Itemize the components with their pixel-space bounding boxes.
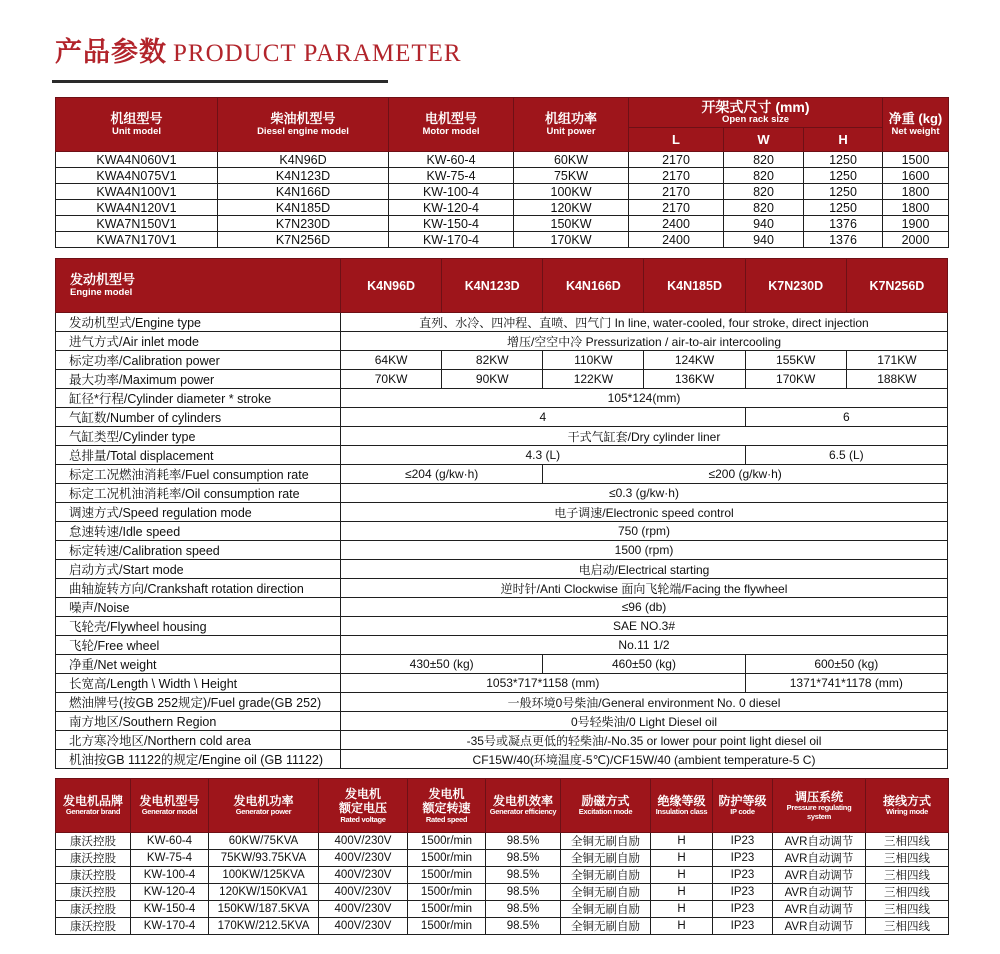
unit-table-cell: KW-120-4: [389, 200, 514, 216]
engine-row-value: ≤200 (g/kw·h): [543, 465, 948, 484]
engine-row-value: 124KW: [644, 351, 745, 370]
generator-table-cell: KW-75-4: [131, 850, 209, 867]
generator-table-cell: 康沃控股: [56, 901, 131, 918]
generator-table-cell: 98.5%: [486, 901, 561, 918]
engine-row-value: SAE NO.3#: [341, 617, 948, 636]
generator-table-row: [56, 884, 949, 901]
generator-table-cell: 400V/230V: [319, 867, 408, 884]
unit-table-cell: K7N230D: [218, 216, 389, 232]
engine-row-value: 电子调速/Electronic speed control: [341, 503, 948, 522]
engine-row-value: No.11 1/2: [341, 636, 948, 655]
unit-table-cell: 1250: [804, 168, 883, 184]
generator-table-cell: H: [651, 833, 713, 850]
generator-table-cell: KW-150-4: [131, 901, 209, 918]
engine-row-value: 一般环境0号柴油/General environment No. 0 diesel: [341, 693, 948, 712]
col-header-excitation-mode: [561, 779, 651, 833]
generator-table-cell: 三相四线: [866, 833, 949, 850]
generator-table-cell: 400V/230V: [319, 833, 408, 850]
unit-table-cell: 1800: [883, 200, 949, 216]
generator-table-cell: 100KW/125KVA: [209, 867, 319, 884]
generator-table-cell: 400V/230V: [319, 918, 408, 935]
col-header-model-k7n256d: K7N256D: [846, 259, 947, 313]
col-header-height: H: [804, 128, 883, 152]
header-cn: 机组功率: [544, 111, 597, 127]
unit-table-cell: K4N96D: [218, 152, 389, 168]
engine-table-row: [56, 484, 948, 503]
generator-table-cell: 三相四线: [866, 850, 949, 867]
unit-table-cell: 1250: [804, 200, 883, 216]
engine-row-value: 171KW: [846, 351, 947, 370]
header-en: Net weight: [891, 125, 940, 137]
title-underline: [52, 80, 388, 83]
generator-table-cell: AVR自动调节: [773, 884, 866, 901]
generator-table-cell: 三相四线: [866, 867, 949, 884]
unit-table-cell: KW-75-4: [389, 168, 514, 184]
generator-table-cell: 98.5%: [486, 884, 561, 901]
col-header-wiring-mode: [866, 779, 949, 833]
engine-table-row: [56, 370, 948, 389]
generator-table-cell: 60KW/75KVA: [209, 833, 319, 850]
generator-table-row: [56, 833, 949, 850]
header-cn: 机组型号: [110, 111, 163, 127]
generator-table-cell: 98.5%: [486, 850, 561, 867]
engine-row-value: ≤204 (g/kw·h): [341, 465, 543, 484]
engine-row-value: 82KW: [442, 351, 543, 370]
unit-table-cell: 1250: [804, 152, 883, 168]
engine-row-value: 170KW: [745, 370, 846, 389]
generator-table-cell: 98.5%: [486, 918, 561, 935]
engine-row-label: 气缸数/Number of cylinders: [56, 408, 341, 427]
generator-table-cell: 康沃控股: [56, 918, 131, 935]
header-en: Rated speed: [425, 814, 468, 824]
col-header-width: W: [724, 128, 804, 152]
engine-table-row: [56, 332, 948, 351]
engine-row-value: 188KW: [846, 370, 947, 389]
unit-table-cell: 2170: [629, 200, 724, 216]
engine-row-value: 136KW: [644, 370, 745, 389]
engine-row-value: 460±50 (kg): [543, 655, 745, 674]
generator-table-cell: 150KW/187.5KVA: [209, 901, 319, 918]
header-cn: 电机型号: [424, 111, 477, 127]
col-header-motor-model: [389, 98, 514, 152]
unit-table-cell: KWA7N150V1: [56, 216, 218, 232]
engine-row-value: 增压/空空中冷 Pressurization / air-to-air intercooling: [341, 332, 948, 351]
generator-table-cell: 全铜无刷自励: [561, 833, 651, 850]
page-title-cn: 产品参数: [55, 37, 167, 67]
engine-row-label: 长宽高/Length \ Width \ Height: [56, 674, 341, 693]
generator-table-cell: 全铜无刷自励: [561, 901, 651, 918]
unit-table-cell: 2170: [629, 184, 724, 200]
generator-table-cell: AVR自动调节: [773, 918, 866, 935]
header-cn: 发动机型号: [70, 272, 136, 288]
unit-table-cell: 820: [724, 152, 804, 168]
unit-table-cell: KWA4N120V1: [56, 200, 218, 216]
engine-row-value: 1053*717*1158 (mm): [341, 674, 746, 693]
unit-table-cell: 2170: [629, 168, 724, 184]
generator-table-cell: IP23: [713, 884, 773, 901]
engine-row-label: 标定工况机油消耗率/Oil consumption rate: [56, 484, 341, 503]
header-cn: 发电机型号: [139, 793, 200, 808]
col-header-generator-model: [131, 779, 209, 833]
engine-spec-table: [55, 258, 948, 769]
unit-table-cell: 2170: [629, 152, 724, 168]
engine-table-row: [56, 351, 948, 370]
unit-table-cell: KWA4N075V1: [56, 168, 218, 184]
engine-table-row: [56, 541, 948, 560]
header-en: Generator efficiency: [489, 807, 557, 817]
generator-table-cell: KW-60-4: [131, 833, 209, 850]
header-en: Diesel engine model: [257, 125, 349, 137]
generator-table-cell: 400V/230V: [319, 850, 408, 867]
engine-table-row: [56, 598, 948, 617]
col-header-rated-speed: [408, 779, 486, 833]
engine-table-row: [56, 655, 948, 674]
header-cn: 发电机功率: [233, 793, 294, 808]
generator-table-cell: 75KW/93.75KVA: [209, 850, 319, 867]
generator-table-cell: H: [651, 867, 713, 884]
unit-table-cell: 1600: [883, 168, 949, 184]
unit-table-row: [56, 168, 949, 184]
header-en: Unit power: [546, 125, 596, 137]
engine-row-label: 飞轮壳/Flywheel housing: [56, 617, 341, 636]
header-cn: 发电机品牌: [62, 793, 123, 808]
header-cn: 额定电压: [338, 801, 387, 816]
header-en: Generator power: [235, 807, 292, 817]
unit-table-cell: K4N166D: [218, 184, 389, 200]
engine-table-row: [56, 427, 948, 446]
engine-row-value: -35号或凝点更低的轻柴油/-No.35 or lower pour point light diesel oil: [341, 731, 948, 750]
generator-table-cell: 康沃控股: [56, 884, 131, 901]
generator-table-cell: H: [651, 918, 713, 935]
engine-row-value: 155KW: [745, 351, 846, 370]
unit-table-row: [56, 216, 949, 232]
unit-table-cell: K7N256D: [218, 232, 389, 248]
col-header-insulation-class: [651, 779, 713, 833]
page-title-en: PRODUCT PARAMETER: [173, 40, 462, 67]
unit-table-cell: KWA7N170V1: [56, 232, 218, 248]
generator-table-cell: 1500r/min: [408, 918, 486, 935]
engine-row-value: 6: [745, 408, 947, 427]
generator-table-row: [56, 901, 949, 918]
generator-table-cell: H: [651, 850, 713, 867]
generator-table-cell: 98.5%: [486, 833, 561, 850]
header-en: Generator model: [141, 807, 198, 817]
unit-table-cell: 820: [724, 168, 804, 184]
col-header-generator-efficiency: [486, 779, 561, 833]
engine-table-row: [56, 617, 948, 636]
engine-table-row: [56, 693, 948, 712]
engine-row-label: 燃油牌号(按GB 252规定)/Fuel grade(GB 252): [56, 693, 341, 712]
col-header-model-k4n123d: K4N123D: [442, 259, 543, 313]
col-header-pressure-regulating-system: [773, 779, 866, 833]
header-cn: 额定转速: [422, 801, 471, 816]
generator-table-cell: 全铜无刷自励: [561, 850, 651, 867]
header-cn: 柴油机型号: [270, 111, 336, 127]
engine-row-value: ≤0.3 (g/kw·h): [341, 484, 948, 503]
generator-table-cell: 400V/230V: [319, 901, 408, 918]
engine-row-label: 噪声/Noise: [56, 598, 341, 617]
col-header-rated-voltage: [319, 779, 408, 833]
generator-table-cell: 1500r/min: [408, 867, 486, 884]
engine-row-value: 6.5 (L): [745, 446, 947, 465]
generator-table-cell: AVR自动调节: [773, 901, 866, 918]
unit-table-cell: KWA4N100V1: [56, 184, 218, 200]
generator-table-cell: 1500r/min: [408, 833, 486, 850]
generator-table-cell: 1500r/min: [408, 901, 486, 918]
engine-row-value: 1371*741*1178 (mm): [745, 674, 947, 693]
col-header-length: L: [629, 128, 724, 152]
engine-row-value: 干式气缸套/Dry cylinder liner: [341, 427, 948, 446]
col-header-unit-power: [514, 98, 629, 152]
engine-row-label: 标定功率/Calibration power: [56, 351, 341, 370]
header-cn: 发电机: [428, 786, 465, 801]
generator-table-cell: 三相四线: [866, 918, 949, 935]
unit-table-cell: 2000: [883, 232, 949, 248]
generator-table-cell: KW-100-4: [131, 867, 209, 884]
col-header-unit-model: [56, 98, 218, 152]
engine-table-row: [56, 674, 948, 693]
engine-row-value: 750 (rpm): [341, 522, 948, 541]
engine-table-row: [56, 712, 948, 731]
col-header-generator-brand: [56, 779, 131, 833]
generator-table-cell: 400V/230V: [319, 884, 408, 901]
engine-table-row: [56, 408, 948, 427]
generator-table-cell: AVR自动调节: [773, 833, 866, 850]
engine-row-label: 气缸类型/Cylinder type: [56, 427, 341, 446]
unit-table-cell: 1800: [883, 184, 949, 200]
generator-table-cell: 康沃控股: [56, 833, 131, 850]
engine-table-row: [56, 750, 948, 769]
engine-row-value: 4: [341, 408, 746, 427]
engine-row-value: CF15W/40(环境温度-5℃)/CF15W/40 (ambient temperature-5 C): [341, 750, 948, 769]
unit-table-cell: 940: [724, 216, 804, 232]
generator-table-cell: 全铜无刷自励: [561, 884, 651, 901]
header-en: Generator brand: [65, 807, 121, 817]
unit-table-row: [56, 232, 949, 248]
generator-table-cell: 1500r/min: [408, 850, 486, 867]
header-en: IP code: [730, 807, 755, 817]
engine-row-value: 电启动/Electrical starting: [341, 560, 948, 579]
header-cn: 开架式尺寸 (mm): [701, 98, 810, 115]
header-cn: 发电机效率: [492, 793, 553, 808]
generator-table-cell: 三相四线: [866, 884, 949, 901]
engine-row-label: 标定转速/Calibration speed: [56, 541, 341, 560]
engine-row-label: 总排量/Total displacement: [56, 446, 341, 465]
unit-table-cell: 75KW: [514, 168, 629, 184]
generator-table-cell: IP23: [713, 901, 773, 918]
unit-table-cell: 1376: [804, 216, 883, 232]
generator-table-row: [56, 918, 949, 935]
unit-table-cell: 940: [724, 232, 804, 248]
header-en: Unit model: [111, 125, 162, 137]
generator-table-cell: IP23: [713, 833, 773, 850]
col-header-generator-power: [209, 779, 319, 833]
header-cn: 接线方式: [882, 793, 931, 808]
generator-table-cell: 120KW/150KVA1: [209, 884, 319, 901]
unit-table-cell: 2400: [629, 216, 724, 232]
page-title: [55, 30, 1000, 69]
unit-table-cell: 820: [724, 184, 804, 200]
unit-table-cell: 170KW: [514, 232, 629, 248]
unit-table-cell: KW-150-4: [389, 216, 514, 232]
engine-row-label: 机油按GB 11122的规定/Engine oil (GB 11122): [56, 750, 341, 769]
header-en: Engine model: [70, 286, 133, 298]
engine-row-label: 进气方式/Air inlet mode: [56, 332, 341, 351]
generator-table-cell: 康沃控股: [56, 867, 131, 884]
header-cn: 绝缘等级: [657, 793, 706, 808]
generator-table-cell: AVR自动调节: [773, 867, 866, 884]
engine-row-label: 最大功率/Maximum power: [56, 370, 341, 389]
generator-table-cell: H: [651, 884, 713, 901]
engine-table-row: [56, 313, 948, 332]
unit-table-cell: KW-100-4: [389, 184, 514, 200]
col-header-open-rack-size: [629, 98, 883, 128]
engine-row-value: 122KW: [543, 370, 644, 389]
col-header-diesel-engine-model: [218, 98, 389, 152]
header-en: Insulation class: [655, 807, 708, 817]
generator-table-cell: H: [651, 901, 713, 918]
engine-row-value: 105*124(mm): [341, 389, 948, 408]
generator-table-cell: 1500r/min: [408, 884, 486, 901]
engine-table-row: [56, 465, 948, 484]
engine-row-value: 70KW: [341, 370, 442, 389]
engine-table-row: [56, 731, 948, 750]
engine-row-value: ≤96 (db): [341, 598, 948, 617]
engine-row-label: 净重/Net weight: [56, 655, 341, 674]
unit-table-row: [56, 200, 949, 216]
engine-row-label: 启动方式/Start mode: [56, 560, 341, 579]
generator-spec-table: [55, 778, 949, 935]
engine-row-label: 北方寒冷地区/Northern cold area: [56, 731, 341, 750]
unit-table-row: [56, 152, 949, 168]
engine-row-label: 曲轴旋转方向/Crankshaft rotation direction: [56, 579, 341, 598]
unit-table-cell: 1376: [804, 232, 883, 248]
unit-table-cell: 1900: [883, 216, 949, 232]
header-cn: 发电机: [344, 786, 381, 801]
engine-row-value: 4.3 (L): [341, 446, 746, 465]
generator-table-cell: IP23: [713, 850, 773, 867]
unit-table-cell: 1500: [883, 152, 949, 168]
unit-table-cell: 120KW: [514, 200, 629, 216]
engine-row-value: 90KW: [442, 370, 543, 389]
unit-table-cell: 820: [724, 200, 804, 216]
header-cn: 励磁方式: [581, 793, 630, 808]
unit-table-cell: KW-60-4: [389, 152, 514, 168]
col-header-model-k4n96d: K4N96D: [341, 259, 442, 313]
header-en: Motor model: [422, 125, 480, 137]
header-en: Excitation mode: [578, 807, 633, 817]
engine-row-label: 发动机型式/Engine type: [56, 313, 341, 332]
header-en: Rated voltage: [340, 814, 386, 824]
engine-table-row: [56, 636, 948, 655]
unit-table-cell: 100KW: [514, 184, 629, 200]
engine-row-value: 1500 (rpm): [341, 541, 948, 560]
unit-table-cell: K4N185D: [218, 200, 389, 216]
unit-table-cell: 60KW: [514, 152, 629, 168]
engine-row-label: 调速方式/Speed regulation mode: [56, 503, 341, 522]
engine-table-row: [56, 522, 948, 541]
generator-table-cell: 康沃控股: [56, 850, 131, 867]
engine-row-value: 600±50 (kg): [745, 655, 947, 674]
engine-row-value: 64KW: [341, 351, 442, 370]
generator-table-cell: IP23: [713, 867, 773, 884]
generator-table-row: [56, 850, 949, 867]
generator-table-row: [56, 867, 949, 884]
col-header-net-weight: [883, 98, 949, 152]
engine-row-label: 缸径*行程/Cylinder diameter * stroke: [56, 389, 341, 408]
header-en: Open rack size: [721, 114, 790, 126]
generator-table-cell: AVR自动调节: [773, 850, 866, 867]
unit-table-cell: KWA4N060V1: [56, 152, 218, 168]
header-cn: 防护等级: [718, 793, 767, 808]
generator-table-cell: 全铜无刷自励: [561, 918, 651, 935]
col-header-engine-model: [56, 259, 341, 313]
engine-table-row: [56, 560, 948, 579]
engine-row-value: 430±50 (kg): [341, 655, 543, 674]
unit-table-cell: 150KW: [514, 216, 629, 232]
generator-table-cell: 98.5%: [486, 867, 561, 884]
generator-table-cell: 全铜无刷自励: [561, 867, 651, 884]
header-en: Pressure regulating system: [786, 803, 852, 821]
generator-table-cell: 170KW/212.5KVA: [209, 918, 319, 935]
header-cn: 调压系统: [794, 789, 843, 804]
engine-row-value: 0号轻柴油/0 Light Diesel oil: [341, 712, 948, 731]
col-header-model-k7n230d: K7N230D: [745, 259, 846, 313]
header-cn: 净重 (kg): [888, 111, 943, 127]
engine-row-label: 飞轮/Free wheel: [56, 636, 341, 655]
engine-row-value: 直列、水冷、四冲程、直喷、四气门 In line, water-cooled, four stroke, direct injection: [341, 313, 948, 332]
engine-row-label: 南方地区/Southern Region: [56, 712, 341, 731]
unit-table-cell: 1250: [804, 184, 883, 200]
generator-table-cell: 三相四线: [866, 901, 949, 918]
col-header-model-k4n166d: K4N166D: [543, 259, 644, 313]
unit-table-row: [56, 184, 949, 200]
engine-row-label: 怠速转速/Idle speed: [56, 522, 341, 541]
generator-table-cell: KW-120-4: [131, 884, 209, 901]
engine-table-row: [56, 503, 948, 522]
engine-table-row: [56, 446, 948, 465]
header-en: Wiring mode: [885, 807, 929, 817]
unit-table-cell: K4N123D: [218, 168, 389, 184]
engine-table-row: [56, 579, 948, 598]
col-header-ip-code: [713, 779, 773, 833]
col-header-model-k4n185d: K4N185D: [644, 259, 745, 313]
engine-row-label: 标定工况燃油消耗率/Fuel consumption rate: [56, 465, 341, 484]
engine-row-value: 逆时针/Anti Clockwise 面向飞轮端/Facing the flywheel: [341, 579, 948, 598]
engine-row-value: 110KW: [543, 351, 644, 370]
unit-table-cell: KW-170-4: [389, 232, 514, 248]
unit-table-cell: 2400: [629, 232, 724, 248]
generator-table-cell: KW-170-4: [131, 918, 209, 935]
generator-table-cell: IP23: [713, 918, 773, 935]
engine-table-row: [56, 389, 948, 408]
unit-spec-table: [55, 97, 949, 248]
